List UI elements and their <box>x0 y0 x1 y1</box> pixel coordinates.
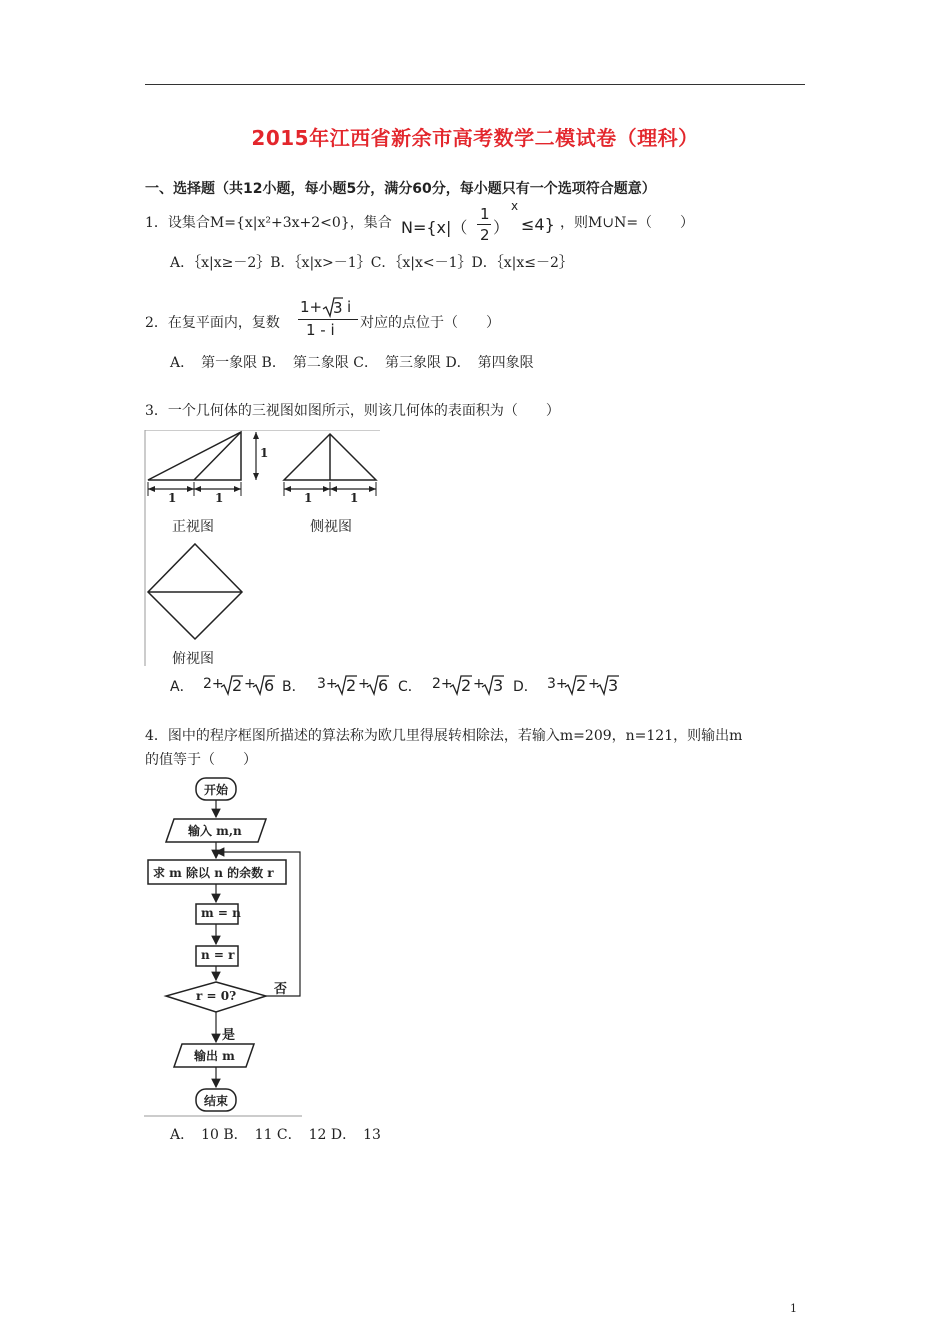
q3-option-d-letter: D． <box>513 679 538 695</box>
q3-option-d-lead: 3+ <box>547 676 568 692</box>
page-number: 1 <box>790 1302 797 1315</box>
q1-le4: ≤4} <box>521 215 555 234</box>
q3-option-b-lead: 3+ <box>317 676 338 692</box>
q3-option-b-r2: 6 <box>378 676 389 695</box>
q1-set-n-open: N={x|（ <box>401 218 468 237</box>
flow-yes-label: 是 <box>222 1028 236 1043</box>
q3-option-a-lead: 2+ <box>203 676 224 692</box>
flow-remainder-step: 求 m 除以 n 的余数 r <box>153 866 274 880</box>
q3-option-a-r1: 2 <box>232 676 243 695</box>
flowchart <box>144 774 304 1118</box>
flow-no-label: 否 <box>274 982 288 997</box>
q2-num-a: 1+ <box>300 298 323 316</box>
flow-end: 结束 <box>204 1094 229 1108</box>
q4-options: A． 10 B． 11 C． 12 D． 13 <box>170 1127 381 1143</box>
q2-frac-bar <box>298 319 358 320</box>
flow-assign-n: n = r <box>201 948 235 962</box>
q3-option-a-r2: 6 <box>264 676 275 695</box>
q1-paren-close: ） <box>493 218 510 237</box>
q1-frac-den: 2 <box>480 226 490 244</box>
q3-option-d-plus: + <box>588 676 600 692</box>
flow-start: 开始 <box>204 783 229 797</box>
q2-num-rad: 3 <box>333 299 343 317</box>
dim-side-left-label: 1 <box>304 491 313 505</box>
q3-option-c-r1: 2 <box>461 676 472 695</box>
q3-option-a-plus: + <box>244 676 256 692</box>
q1-options: A．｛x|x≥－2｝B．｛x|x>－1｝C．｛x|x<－1｝D．｛x|x≤－2｝ <box>170 255 573 271</box>
q3-option-d-r1: 2 <box>576 676 587 695</box>
flow-condition: r = 0? <box>196 989 237 1003</box>
q3-option-c-lead: 2+ <box>432 676 453 692</box>
q3-option-b-r1: 2 <box>346 676 357 695</box>
q2-options: A． 第一象限 B． 第二象限 C． 第三象限 D． 第四象限 <box>170 355 534 371</box>
three-view-drawing <box>144 430 380 666</box>
q2-den: 1 - i <box>306 321 335 339</box>
q1-frac-bar <box>477 224 491 225</box>
side-view-label: 侧视图 <box>310 519 352 535</box>
q3-option-b-plus: + <box>358 676 370 692</box>
q3-option-c-letter: C． <box>398 679 422 695</box>
section-heading: 一、选择题（共12小题，每小题5分，满分60分，每小题只有一个选项符合题意） <box>145 181 656 197</box>
top-view-label: 俯视图 <box>172 651 214 667</box>
q1-exponent: x <box>511 199 519 213</box>
front-view-label: 正视图 <box>172 519 214 535</box>
flow-assign-m: m = n <box>201 906 241 920</box>
q2-complex-fraction <box>298 296 368 344</box>
q3-option-c-r2: 3 <box>493 676 504 695</box>
exam-title: 2015年江西省新余市高考数学二模试卷（理科） <box>251 126 699 150</box>
dim-height-label: 1 <box>260 446 269 460</box>
q2-prefix: 2．在复平面内，复数 <box>145 315 280 331</box>
flow-input: 输入 m,n <box>188 824 242 838</box>
q3-option-c-plus: + <box>473 676 485 692</box>
header-rule <box>145 84 805 85</box>
dim-side-right-label: 1 <box>350 491 359 505</box>
q4-line2: 的值等于（ ） <box>145 752 257 768</box>
q3-option-d-r2: 3 <box>608 676 619 695</box>
dim-front-right-label: 1 <box>215 491 224 505</box>
q4-line1: 4．图中的程序框图所描述的算法称为欧几里得展转相除法，若输入m=209，n=121，则输出m <box>145 728 743 744</box>
q3-options <box>170 674 690 698</box>
q3-text: 3．一个几何体的三视图如图所示，则该几何体的表面积为（ ） <box>145 403 560 419</box>
dim-front-left-label: 1 <box>168 491 177 505</box>
q1-frac-num: 1 <box>480 205 490 223</box>
flow-output: 输出 m <box>194 1049 235 1063</box>
q1-prefix: 1．设集合M={x|x²+3x+2<0}，集合 <box>145 215 392 231</box>
q3-option-a-letter: A． <box>170 679 194 695</box>
q2-num-b: i <box>347 298 352 316</box>
q1-suffix: ，则M∪N=（ ） <box>560 215 695 231</box>
q2-suffix: 对应的点位于（ ） <box>360 315 500 331</box>
three-view-figure <box>144 430 380 666</box>
q3-option-b-letter: B． <box>282 679 306 695</box>
